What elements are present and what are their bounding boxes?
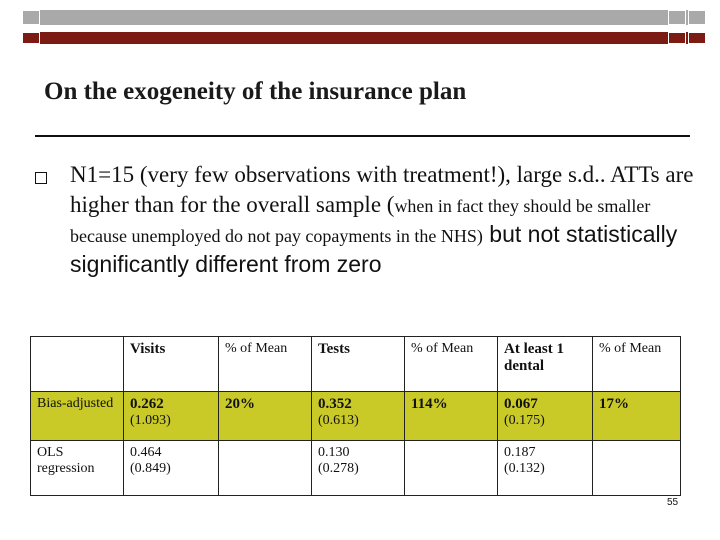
table-cell [124, 441, 219, 496]
table-header-cell: % of Mean [405, 337, 498, 392]
title-divider [35, 135, 690, 137]
table-row [31, 441, 681, 496]
cell-estimate: 0.464 [130, 445, 162, 460]
cell-percent: 20% [219, 392, 312, 441]
table-header-cell-empty [31, 337, 124, 392]
cell-percent [219, 441, 312, 496]
square-bullet-icon [35, 172, 47, 184]
header-square-outline [22, 32, 40, 44]
cell-std-error: (0.132) [504, 461, 545, 476]
table-header-cell: % of Mean [219, 337, 312, 392]
table-cell [312, 441, 405, 496]
header-bar-gray [22, 10, 706, 25]
cell-percent [593, 441, 681, 496]
table-header-cell: % of Mean [593, 337, 681, 392]
table-header-cell: At least 1 dental [498, 337, 593, 392]
table-cell [312, 392, 405, 441]
cell-estimate: 0.130 [318, 445, 350, 460]
row-label: OLS regression [31, 441, 124, 496]
bullet-text-part3: but not statistically significantly different from zero [70, 221, 678, 277]
results-table [30, 336, 681, 496]
cell-percent: 114% [405, 392, 498, 441]
row-label: Bias-adjusted [31, 392, 124, 441]
cell-std-error: (1.093) [130, 413, 171, 428]
header-square-outline [688, 10, 706, 25]
table-row [31, 392, 681, 441]
cell-std-error: (0.278) [318, 461, 359, 476]
header-bar-red [22, 32, 706, 44]
table-cell [124, 392, 219, 441]
cell-std-error: (0.849) [130, 461, 171, 476]
cell-estimate: 0.067 [504, 396, 538, 412]
table-header-cell: Visits [124, 337, 219, 392]
cell-std-error: (0.613) [318, 413, 359, 428]
slide-title: On the exogeneity of the insurance plan [44, 78, 467, 105]
header-square-outline [22, 10, 40, 25]
bullet-text-part2: when in fact they should be smaller because unemployed do not pay copayments in the NHS) [70, 196, 651, 246]
header-square-outline [688, 32, 706, 44]
cell-percent [405, 441, 498, 496]
bullet-text [70, 160, 695, 278]
cell-estimate: 0.187 [504, 445, 536, 460]
bullet-text-part1: N1=15 (very few observations with treatment!), large s.d.. ATTs are higher than for the overall sample ( [70, 162, 694, 217]
page-number: 55 [667, 497, 679, 508]
table-header-cell: Tests [312, 337, 405, 392]
cell-estimate: 0.352 [318, 396, 352, 412]
table-cell [498, 441, 593, 496]
cell-percent: 17% [593, 392, 681, 441]
decorative-header-bar [22, 10, 706, 36]
header-square-outline [668, 32, 686, 44]
cell-estimate: 0.262 [130, 396, 164, 412]
table-cell [498, 392, 593, 441]
header-square-outline [668, 10, 686, 25]
table-header-row [31, 337, 681, 392]
cell-std-error: (0.175) [504, 413, 545, 428]
